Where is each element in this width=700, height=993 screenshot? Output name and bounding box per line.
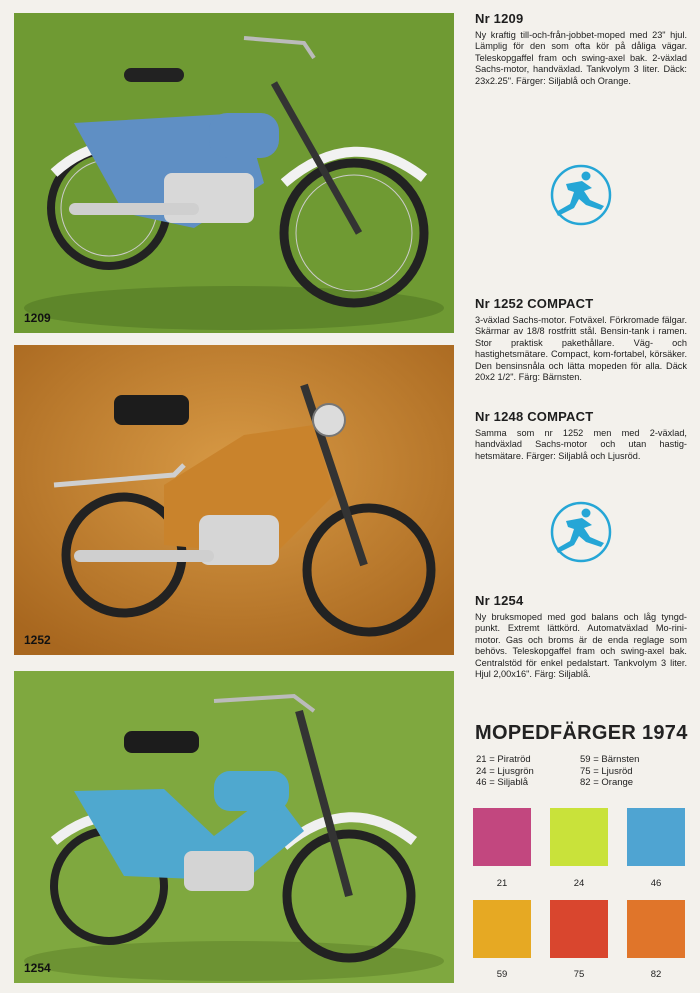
product-description: Samma som nr 1252 men med 2-växlad, handväxlad Sachs-motor och utan hastig-hetsmätare. Färger: Siljablå och Ljusröd. bbox=[475, 428, 687, 461]
color-legend-left bbox=[476, 754, 534, 789]
legend-entry: 82 = Orange bbox=[580, 777, 634, 788]
photo-number: 1209 bbox=[24, 311, 51, 325]
color-swatch-24 bbox=[550, 808, 608, 866]
product-1248 bbox=[475, 409, 687, 462]
product-description: 3-växlad Sachs-motor. Fotväxel. Förkromade fälgar. Skärmar av 18/8 rostfritt stål. Bensin-tank i ramen. Stor praktisk pakethållare. Väg- och hastighetsmätare. Compact, kom-fortabel, körsäker. Den bensinsnåla och lätta mopeden för alla. Däck 20x2 1/2". Färg: Bärnsten. bbox=[475, 315, 687, 383]
color-legend-right bbox=[580, 754, 639, 789]
product-1254 bbox=[475, 593, 687, 680]
color-swatch-82 bbox=[627, 900, 685, 958]
swatch-code: 82 bbox=[650, 969, 662, 980]
moped-illustration bbox=[14, 13, 454, 333]
colors-heading: MOPEDFÄRGER 1974 bbox=[475, 722, 688, 744]
swatch-code: 75 bbox=[573, 969, 585, 980]
color-swatch-21 bbox=[473, 808, 531, 866]
product-1252 bbox=[475, 296, 687, 383]
swatch-code: 59 bbox=[496, 969, 508, 980]
moped-illustration bbox=[14, 345, 454, 655]
product-title: Nr 1248 COMPACT bbox=[475, 409, 594, 424]
product-description: Ny bruksmoped med god balans och låg tyngd-punkt. Extremt lättkörd. Automatväxlad Mo-rini-motor. Gas och broms är de enda reglage som behövs. Teleskopgaffel fram och swing-axel bak. Centralstöd för enkel pedalstart. Tankvolym 3 liter. Hjul 2,00x16". Färg: Siljablå. bbox=[475, 612, 687, 680]
product-title: Nr 1254 bbox=[475, 593, 524, 608]
moped-photo-1209 bbox=[14, 13, 454, 333]
legend-entry: 59 = Bärnsten bbox=[580, 754, 640, 765]
swatch-code: 46 bbox=[650, 878, 662, 889]
moped-illustration bbox=[14, 671, 454, 983]
photo-number: 1252 bbox=[24, 633, 51, 647]
moped-photo-1254 bbox=[14, 671, 454, 983]
product-1209 bbox=[475, 11, 687, 87]
product-title: Nr 1209 bbox=[475, 11, 524, 26]
runner-logo-icon bbox=[546, 501, 616, 563]
legend-entry: 46 = Siljablå bbox=[476, 777, 529, 788]
color-swatch-46 bbox=[627, 808, 685, 866]
photo-number: 1254 bbox=[24, 961, 51, 975]
color-swatch-75 bbox=[550, 900, 608, 958]
legend-entry: 24 = Ljusgrön bbox=[476, 765, 534, 777]
legend-entry: 75 = Ljusröd bbox=[580, 765, 633, 777]
product-description: Ny kraftig till-och-från-jobbet-moped med 23" hjul. Lämplig för den som ofta kör på dåliga vägar. Teleskopgaffel fram och swing-axel bak. 2-växlad Sachs-motor, handväxlad. Tankvolym 3 liter. Däck: 23x2.25". Färger: Siljablå och Orange. bbox=[475, 30, 687, 86]
legend-entry: 21 = Piratröd bbox=[476, 754, 531, 765]
moped-photo-1252 bbox=[14, 345, 454, 655]
color-swatch-59 bbox=[473, 900, 531, 958]
runner-logo-icon bbox=[546, 164, 616, 226]
product-title: Nr 1252 COMPACT bbox=[475, 296, 594, 311]
swatch-code: 24 bbox=[573, 878, 585, 889]
swatch-code: 21 bbox=[496, 878, 508, 889]
